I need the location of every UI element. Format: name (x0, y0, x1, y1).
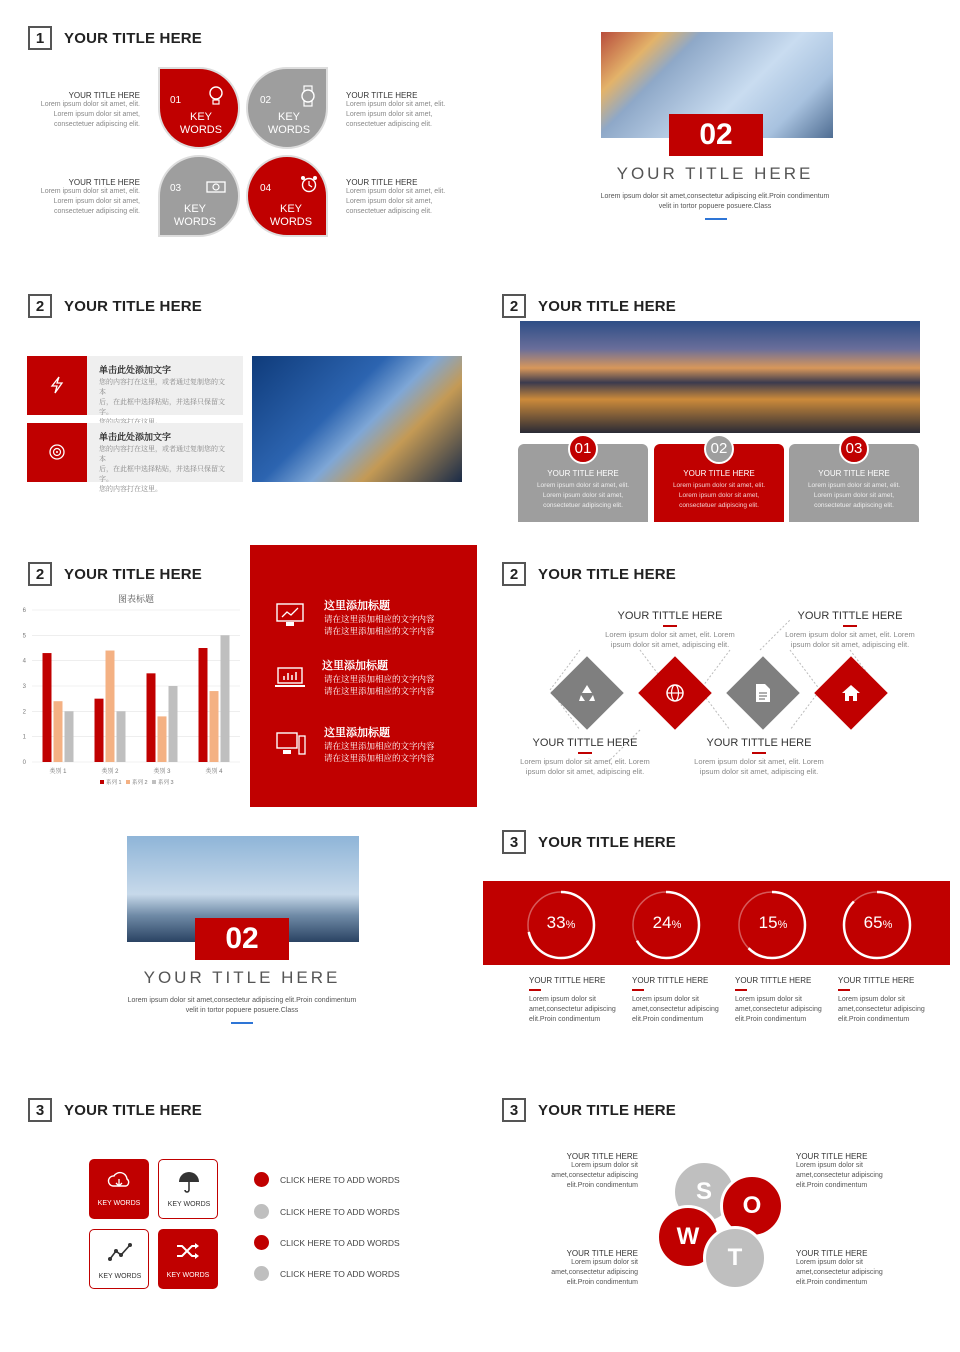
computer-icon (276, 732, 306, 756)
cover-title: YOUR TITLE HERE (143, 968, 341, 987)
slide-title: YOUR TITLE HERE (64, 1101, 203, 1119)
stat-caption (632, 976, 730, 1025)
caption-accent (752, 752, 766, 754)
caption-line: Lorem ipsum dolor sit amet, elit. Lorem (520, 757, 650, 766)
section-number: 3 (502, 1098, 526, 1122)
text-block (346, 178, 456, 217)
text-line: consectetuer adipiscing elit. (54, 121, 140, 128)
keyword-tile (89, 1159, 149, 1219)
bullet-icon (254, 1266, 269, 1281)
swot-line: Lorem ipsum dolor sit (796, 1162, 863, 1169)
slide-title: YOUR TITLE HERE (64, 297, 203, 315)
section-number: 2 (28, 294, 52, 318)
swot-line: elit.Proin condimentum (566, 1182, 638, 1189)
slide-header (28, 294, 202, 318)
stat-line: amet,consectetur adipiscing (735, 1006, 822, 1013)
globe-icon (665, 683, 685, 703)
swot-text-title: YOUR TITLE HERE (796, 1249, 868, 1258)
text-block (346, 91, 456, 130)
text-line: consectetuer adipiscing elit. (346, 121, 432, 128)
slide-title: YOUR TITLE HERE (64, 29, 203, 47)
stat-caption (838, 976, 936, 1025)
lightbulb-icon (208, 85, 224, 107)
y-tick-label: 6 (22, 608, 26, 614)
swot-letter: T (727, 1244, 743, 1271)
swot-line: elit.Proin condimentum (566, 1279, 638, 1286)
ring-number: 15 (758, 913, 778, 932)
card-title: 单击此处添加文字 (99, 432, 172, 442)
stat-title: YOUR TITTLE HERE (529, 976, 606, 985)
bar (169, 686, 178, 762)
stat-line: Lorem ipsum dolor sit (632, 996, 699, 1003)
text-line: Lorem ipsum dolor sit amet, elit. (40, 188, 140, 195)
accent-underline (705, 218, 727, 220)
swot-text (796, 1152, 916, 1191)
x-tick-label: 类别 2 (101, 769, 119, 775)
legend-swatch (126, 780, 130, 784)
bar (199, 648, 208, 762)
petal-label-line: KEY (189, 111, 212, 123)
petal-label (250, 203, 332, 229)
trend-line-icon (108, 1242, 132, 1262)
diamond-caption-top (600, 610, 740, 650)
caption-line: ipsum dolor sit amet, adipiscing elit. (525, 767, 645, 776)
petal-label-line: KEY (279, 203, 302, 215)
diamond-caption-top (780, 610, 920, 650)
caption-title: YOUR TITTLE HERE (706, 737, 812, 749)
section-number: 3 (28, 1098, 52, 1122)
ring-value (627, 913, 707, 933)
card-body (518, 481, 648, 511)
stat-accent (632, 989, 644, 991)
bullet-icon (254, 1172, 269, 1187)
card-title: YOUR TITLE HERE (683, 469, 755, 478)
card-title: YOUR TITLE HERE (547, 469, 619, 478)
text-line: Lorem ipsum dolor sit amet, elit. (40, 101, 140, 108)
card-title: YOUR TITLE HERE (818, 469, 890, 478)
bar (210, 691, 219, 762)
text-line: consectetuer adipiscing elit. (54, 208, 140, 215)
y-tick-label: 3 (22, 684, 26, 690)
petal-04 (246, 155, 328, 237)
bar (43, 653, 52, 762)
stat-line: elit.Proin condimentum (632, 1016, 704, 1023)
text-line: Lorem ipsum dolor sit amet, elit. (346, 188, 446, 195)
slide-title: YOUR TITLE HERE (538, 297, 677, 315)
petal-label-line: WORDS (173, 216, 217, 228)
slide-title: YOUR TITLE HERE (538, 1101, 677, 1119)
stat-accent (735, 989, 747, 991)
slide-header (28, 1098, 202, 1122)
keyword-tile (158, 1229, 218, 1289)
diamond-caption-bottom (689, 737, 829, 777)
stat-line: amet,consectetur adipiscing (838, 1006, 925, 1013)
panel-line: 请在这里添加相应的文字内容 (324, 741, 435, 751)
target-icon (48, 443, 66, 461)
diamond-caption-bottom (515, 737, 655, 777)
card-body (654, 481, 784, 511)
caption-accent (663, 625, 677, 627)
petal-label-line: KEY (183, 203, 206, 215)
panel-line: 请在这里添加相应的文字内容 (324, 614, 435, 624)
swot-line: elit.Proin condimentum (796, 1182, 868, 1189)
text-block (40, 91, 140, 130)
stat-caption (529, 976, 627, 1025)
swot-line: amet,consectetur adipiscing (551, 1172, 638, 1179)
card-line: Lorem ipsum dolor sit amet, elit. (807, 482, 901, 489)
card-body (789, 481, 919, 511)
bar (147, 673, 156, 762)
tile-label: KEY WORDS (167, 1201, 211, 1208)
stat-title: YOUR TITTLE HERE (838, 976, 915, 985)
caption-accent (843, 625, 857, 627)
stat-title: YOUR TITTLE HERE (735, 976, 812, 985)
cover-title: YOUR TITLE HERE (616, 164, 814, 183)
petal-number: 02 (260, 95, 272, 106)
umbrella-icon (177, 1170, 201, 1194)
petal-number: 03 (170, 183, 182, 194)
description-line: velit in tortor popuere posuere.Class (658, 203, 772, 210)
bullet-icon (254, 1204, 269, 1219)
lightning-icon (49, 376, 65, 394)
card-line: 后，在此框中选择粘贴，并选择只保留文字。 (99, 399, 225, 416)
card-line: consectetuer adipiscing elit. (679, 502, 759, 509)
y-tick-label: 4 (22, 658, 26, 665)
bar (54, 701, 63, 762)
text-title: YOUR TITLE HERE (346, 178, 418, 187)
text-card (87, 423, 243, 493)
ring-unit: % (565, 919, 576, 931)
ring-value (733, 913, 813, 933)
petal-number: 04 (260, 183, 272, 194)
swot-text-title: YOUR TITLE HERE (796, 1152, 868, 1161)
panel-line: 请在这里添加相应的文字内容 (324, 686, 435, 696)
section-number: 2 (28, 562, 52, 586)
stat-body (529, 995, 627, 1025)
tile-label: KEY WORDS (166, 1272, 210, 1279)
x-tick-label: 类别 3 (153, 769, 171, 775)
card-line: Lorem ipsum dolor sit amet, (813, 492, 895, 499)
petal-label-line: WORDS (179, 124, 223, 136)
card-line: Lorem ipsum dolor sit amet, (542, 492, 624, 499)
card-line: 您的内容打在这里，或者通过复制您的文本 (99, 379, 225, 396)
swot-text (520, 1249, 638, 1288)
caption-line: ipsum dolor sit amet, adipiscing elit. (699, 767, 819, 776)
card-line: Lorem ipsum dolor sit amet, elit. (672, 482, 766, 489)
bar (158, 716, 167, 762)
swot-text-title: YOUR TITLE HERE (566, 1249, 638, 1258)
keyword-tile (89, 1229, 149, 1289)
swot-letter: W (676, 1223, 700, 1250)
petal-02 (246, 67, 328, 149)
bar-chart (18, 604, 248, 792)
swot-line: Lorem ipsum dolor sit (571, 1162, 638, 1169)
stat-line: elit.Proin condimentum (529, 1016, 601, 1023)
y-tick-label: 0 (22, 760, 26, 766)
legend-label: 系列 3 (158, 780, 174, 786)
section-badge: 02 (669, 114, 763, 156)
alarm-clock-icon (300, 175, 318, 193)
bullet-icon (254, 1235, 269, 1250)
text-title: YOUR TITLE HERE (68, 178, 140, 187)
ring-number: 65 (863, 913, 883, 932)
card-line: Lorem ipsum dolor sit amet, (678, 492, 760, 499)
petal-label-line: WORDS (269, 216, 313, 228)
description-line: Lorem ipsum dolor sit amet,consectetur adipiscing elit.Proin condimentum (127, 997, 357, 1004)
legend-label: 系列 1 (106, 780, 122, 786)
swot-line: elit.Proin condimentum (796, 1279, 868, 1286)
panel-item-body (324, 613, 494, 637)
stat-accent (838, 989, 850, 991)
x-tick-label: 类别 1 (49, 769, 67, 775)
card-line: Lorem ipsum dolor sit amet, elit. (536, 482, 630, 489)
red-panel (250, 545, 477, 807)
slide-header (502, 830, 676, 854)
swot-line: amet,consectetur adipiscing (551, 1269, 638, 1276)
stat-line: elit.Proin condimentum (735, 1016, 807, 1023)
section-number: 3 (502, 830, 526, 854)
caption-accent (578, 752, 592, 754)
caption-title: YOUR TITTLE HERE (797, 610, 903, 622)
caption-line: Lorem ipsum dolor sit amet, elit. Lorem (694, 757, 824, 766)
stat-line: elit.Proin condimentum (838, 1016, 910, 1023)
petal-label (154, 203, 236, 229)
link-text[interactable]: CLICK HERE TO ADD WORDS (280, 1269, 400, 1279)
stat-title: YOUR TITTLE HERE (632, 976, 709, 985)
text-line: Lorem ipsum dolor sit amet, (346, 198, 433, 205)
swot-text-title: YOUR TITLE HERE (566, 1152, 638, 1161)
stat-body (735, 995, 833, 1025)
slide-title: YOUR TITLE HERE (538, 565, 677, 583)
link-text[interactable]: CLICK HERE TO ADD WORDS (280, 1207, 400, 1217)
shuffle-icon (175, 1241, 201, 1261)
description-line: velit in tortor popuere posuere.Class (185, 1007, 299, 1014)
swot-letter: O (742, 1192, 762, 1219)
watch-icon (300, 85, 316, 107)
card-number-badge: 03 (839, 434, 869, 464)
swot-text (796, 1249, 916, 1288)
swot-text-body (796, 1258, 916, 1288)
swot-line: Lorem ipsum dolor sit (571, 1259, 638, 1266)
petal-01 (158, 67, 240, 149)
section-badge: 02 (195, 918, 289, 960)
petal-label (160, 111, 242, 137)
legend-swatch (152, 780, 156, 784)
swot-line: amet,consectetur adipiscing (796, 1172, 883, 1179)
bar (106, 651, 115, 762)
document-icon (755, 683, 771, 703)
swot-line: amet,consectetur adipiscing (796, 1269, 883, 1276)
legend-label: 系列 2 (132, 780, 148, 786)
ring-unit: % (671, 919, 682, 931)
swot-text-body (520, 1258, 638, 1288)
ring-number: 33 (546, 913, 566, 932)
card-line: 您的内容打在这里。 (99, 486, 162, 493)
panel-item-title: 这里添加标题 (324, 600, 390, 612)
swot-letter: S (695, 1178, 712, 1205)
caption-title: YOUR TITTLE HERE (532, 737, 638, 749)
text-line: Lorem ipsum dolor sit amet, (346, 111, 433, 118)
panel-line: 请在这里添加相应的文字内容 (324, 626, 435, 636)
text-block (40, 178, 140, 217)
ring-number: 24 (652, 913, 672, 932)
text-line: consectetuer adipiscing elit. (346, 208, 432, 215)
bar (95, 699, 104, 762)
panel-item-body (324, 673, 494, 697)
ring-unit: % (777, 919, 788, 931)
stat-line: amet,consectetur adipiscing (632, 1006, 719, 1013)
caption-line: Lorem ipsum dolor sit amet, elit. Lorem (605, 630, 735, 639)
laptop-chart-icon (274, 667, 306, 689)
cloud-download-icon (107, 1171, 131, 1191)
stat-line: Lorem ipsum dolor sit (529, 996, 596, 1003)
recycle-icon (577, 683, 597, 703)
link-text[interactable]: CLICK HERE TO ADD WORDS (280, 1238, 400, 1248)
tile-label: KEY WORDS (98, 1273, 142, 1280)
chart-monitor-icon (276, 603, 304, 627)
card-line: consectetuer adipiscing elit. (814, 502, 894, 509)
stat-body (838, 995, 936, 1025)
slide-title: YOUR TITLE HERE (538, 833, 677, 851)
caption-line: ipsum dolor sit amet, adipiscing elit. (610, 640, 730, 649)
bar (65, 711, 74, 762)
card-line: 后，在此框中选择粘贴，并选择只保留文字。 (99, 466, 225, 483)
section-number: 1 (28, 26, 52, 50)
swot-circle-t (703, 1226, 767, 1290)
cover-description (560, 192, 870, 212)
section-number: 2 (502, 562, 526, 586)
card-line: 您的内容打在这里，或者通过复制您的文本 (99, 446, 225, 463)
y-tick-label: 2 (22, 709, 26, 716)
text-title: YOUR TITLE HERE (346, 91, 418, 100)
slide-header (502, 562, 676, 586)
caption-title: YOUR TITTLE HERE (617, 610, 723, 622)
x-tick-label: 类别 4 (205, 769, 223, 775)
home-icon (841, 683, 861, 703)
petal-number: 01 (170, 95, 182, 106)
panel-line: 请在这里添加相应的文字内容 (324, 674, 435, 684)
panel-item-title: 这里添加标题 (322, 660, 388, 672)
slide-header (28, 562, 202, 586)
card-title: 单击此处添加文字 (99, 365, 172, 375)
cover-description (87, 996, 397, 1016)
slide-header (502, 1098, 676, 1122)
petal-label-line: KEY (277, 111, 300, 123)
keyword-tile (158, 1159, 218, 1219)
card-line: consectetuer adipiscing elit. (543, 502, 623, 509)
text-card (87, 356, 243, 415)
accent-underline (231, 1022, 253, 1024)
card-number-badge: 02 (704, 434, 734, 464)
bar (117, 711, 126, 762)
chart-title: 图表标题 (117, 594, 154, 604)
text-title: YOUR TITLE HERE (68, 91, 140, 100)
panel-item-title: 这里添加标题 (324, 727, 390, 739)
petal-03 (158, 155, 240, 237)
stat-line: Lorem ipsum dolor sit (735, 996, 802, 1003)
swot-text (520, 1152, 638, 1191)
slide-header (502, 294, 676, 318)
icon-tile (27, 423, 87, 482)
slide-header (28, 26, 202, 50)
text-line: Lorem ipsum dolor sit amet, elit. (346, 101, 446, 108)
petal-label-line: WORDS (267, 124, 311, 136)
swot-text-body (796, 1161, 916, 1191)
camera-icon (206, 179, 226, 193)
y-tick-label: 5 (22, 633, 26, 640)
stat-line: amet,consectetur adipiscing (529, 1006, 616, 1013)
stat-accent (529, 989, 541, 991)
ring-value (838, 913, 918, 933)
legend-swatch (100, 780, 104, 784)
text-line: Lorem ipsum dolor sit amet, (53, 198, 140, 205)
swot-line: Lorem ipsum dolor sit (796, 1259, 863, 1266)
city-night-photo (520, 321, 920, 433)
slide-title: YOUR TITLE HERE (64, 565, 203, 583)
office-building-photo (252, 356, 462, 482)
ring-unit: % (882, 919, 893, 931)
stat-caption (735, 976, 833, 1025)
description-line: Lorem ipsum dolor sit amet,consectetur adipiscing elit.Proin condimentum (600, 193, 830, 200)
icon-tile (27, 356, 87, 415)
stat-body (632, 995, 730, 1025)
section-number: 2 (502, 294, 526, 318)
caption-line: ipsum dolor sit amet, adipiscing elit. (790, 640, 910, 649)
y-tick-label: 1 (22, 734, 26, 741)
panel-line: 请在这里添加相应的文字内容 (324, 753, 435, 763)
ring-value (521, 913, 601, 933)
swot-text-body (520, 1161, 638, 1191)
bar (221, 635, 230, 762)
text-line: Lorem ipsum dolor sit amet, (53, 111, 140, 118)
petal-label (248, 111, 330, 137)
link-text[interactable]: CLICK HERE TO ADD WORDS (280, 1175, 400, 1185)
caption-line: Lorem ipsum dolor sit amet, elit. Lorem (785, 630, 915, 639)
stat-line: Lorem ipsum dolor sit (838, 996, 905, 1003)
panel-item-body (324, 740, 494, 764)
card-number-badge: 01 (568, 434, 598, 464)
tile-label: KEY WORDS (97, 1200, 141, 1207)
